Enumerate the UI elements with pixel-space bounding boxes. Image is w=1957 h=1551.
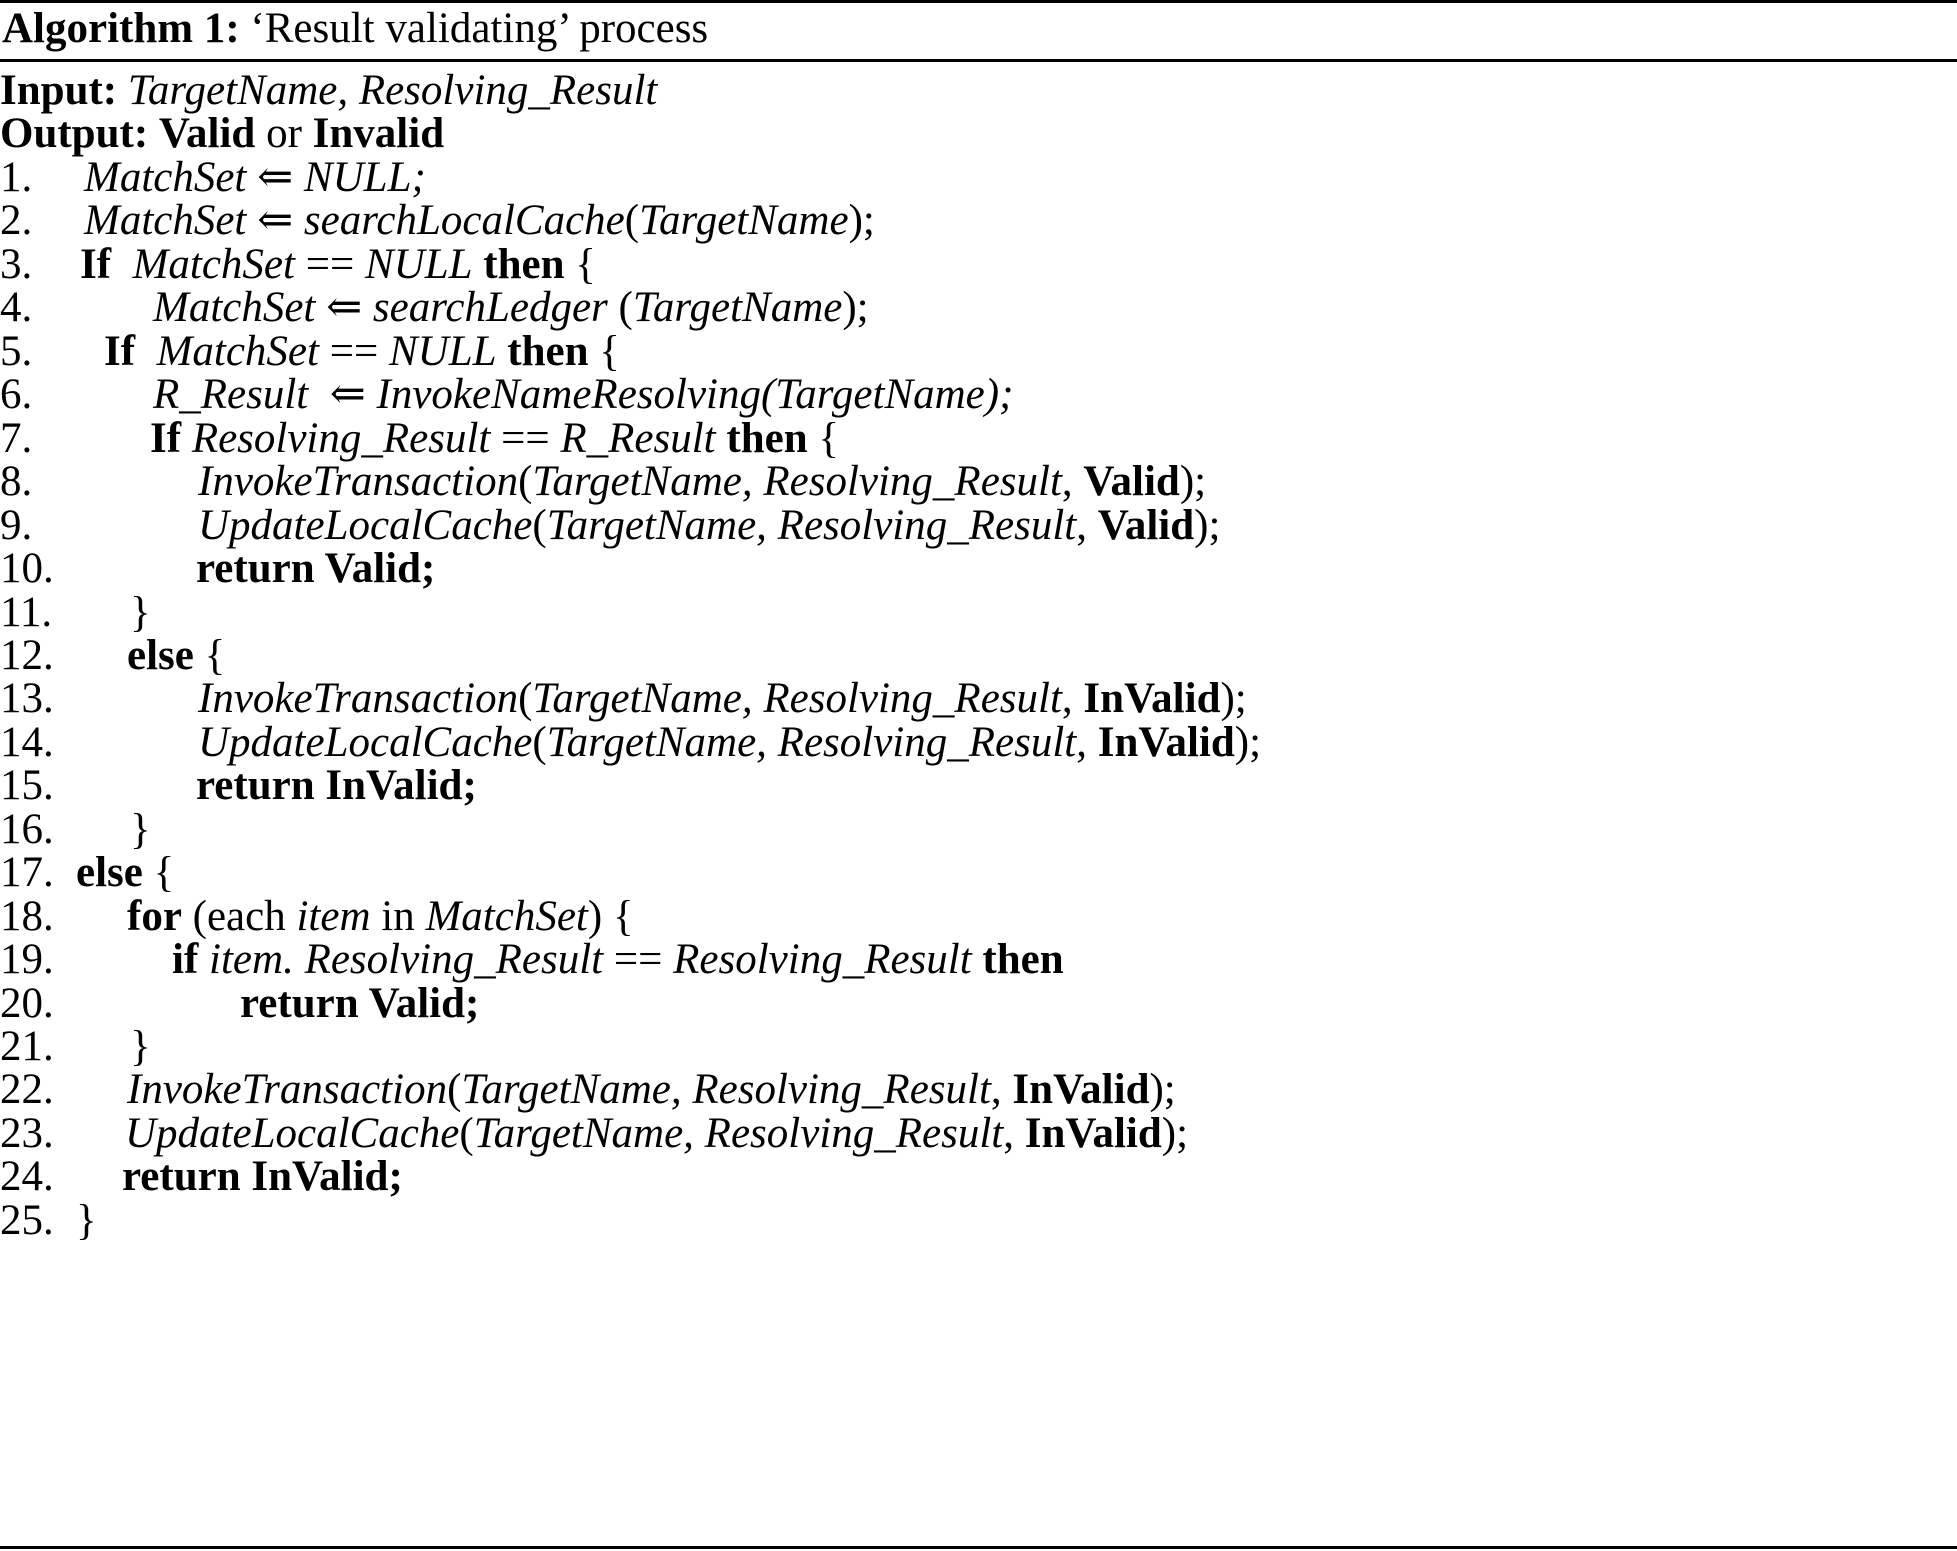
code-token: (: [532, 501, 547, 549]
bottom-rule: [0, 1546, 1957, 1549]
code-token: InValid: [1024, 1109, 1162, 1157]
code-token: then: [982, 936, 1064, 984]
code-token: NULL: [364, 240, 473, 288]
code-token: if: [172, 936, 199, 984]
code-token: (: [518, 458, 533, 506]
code-token: InValid: [1097, 718, 1235, 766]
code-token: InvokeNameResolving(TargetName);: [376, 371, 1014, 419]
code-token: {: [807, 414, 839, 462]
code-token: TargetName, Resolving_Result: [546, 718, 1077, 766]
code-token: NULL: [388, 327, 497, 375]
line-code: [76, 1196, 97, 1246]
code-token: (: [518, 675, 533, 723]
output-line: [0, 109, 444, 159]
code-token: {: [588, 327, 620, 375]
code-token: R_Result: [560, 414, 716, 462]
code-token: );: [848, 197, 875, 245]
code-token: InvokeTransaction: [127, 1066, 448, 1114]
code-token: in: [370, 892, 426, 940]
code-token: InvokeTransaction: [198, 458, 519, 506]
line-number: 4.: [0, 284, 33, 332]
algorithm-label: Algorithm 1:: [2, 5, 240, 52]
code-token: UpdateLocalCache: [198, 501, 533, 549]
algorithm-header: [2, 4, 708, 54]
line-number: 8.: [0, 458, 33, 506]
line-code: [196, 544, 435, 594]
code-token: ,: [990, 1066, 1013, 1114]
code-token: If: [104, 327, 136, 375]
line-code: [240, 979, 479, 1029]
code-token: searchLocalCache: [303, 197, 625, 245]
line-number: 20.: [0, 979, 54, 1027]
code-token: [135, 328, 157, 375]
code-token: TargetName: [639, 197, 849, 245]
code-token: searchLedger: [372, 284, 608, 332]
code-token: ==: [603, 936, 674, 984]
code-token: UpdateLocalCache: [125, 1109, 460, 1157]
code-token: UpdateLocalCache: [198, 718, 533, 766]
code-token: (: [607, 284, 633, 332]
code-token: (: [532, 718, 547, 766]
line-number: 2.: [0, 197, 33, 245]
code-token: item. Resolving_Result: [209, 936, 604, 984]
line-number: 3.: [0, 240, 33, 288]
code-token: MatchSet: [153, 284, 316, 332]
output-invalid: Invalid: [312, 110, 445, 157]
line-number: 18.: [0, 892, 54, 940]
code-token: );: [1179, 458, 1207, 506]
code-token: return InValid;: [196, 762, 477, 810]
code-token: ,: [1061, 458, 1084, 506]
code-token: ,: [1076, 501, 1098, 549]
code-token: return Valid;: [240, 979, 480, 1027]
code-token: R_Result: [153, 371, 309, 419]
header-rule: [0, 59, 1957, 62]
code-token: ,: [1061, 675, 1084, 723]
line-number: 19.: [0, 936, 54, 984]
code-token: (: [624, 197, 640, 245]
output-label: Output:: [0, 110, 149, 157]
code-token: }: [76, 1196, 97, 1244]
line-number: 11.: [0, 588, 53, 636]
line-number: 9.: [0, 501, 33, 549]
code-token: Valid: [1097, 501, 1195, 549]
line-number: 1.: [0, 154, 33, 201]
code-token: [716, 415, 727, 462]
line-number: 6.: [0, 371, 33, 419]
code-token: ) {: [587, 892, 634, 940]
code-token: else: [127, 631, 194, 679]
output-valid: Valid: [158, 110, 256, 157]
code-token: then: [726, 414, 808, 462]
code-token: ,: [1076, 718, 1098, 766]
code-token: );: [1149, 1066, 1176, 1114]
line-code: [196, 761, 477, 811]
code-token: [181, 415, 192, 462]
code-token: item: [296, 892, 371, 940]
line-number: 21.: [0, 1023, 54, 1070]
code-token: (: [447, 1066, 462, 1114]
input-vars: TargetName, Resolving_Result: [127, 67, 658, 114]
code-token: ==: [318, 327, 389, 375]
line-number: 16.: [0, 805, 54, 853]
code-token: [198, 936, 209, 983]
code-token: ⇐: [246, 197, 304, 245]
code-token: );: [1194, 501, 1221, 549]
line-number: 12.: [0, 631, 54, 679]
code-token: );: [1234, 718, 1262, 766]
code-token: TargetName, Resolving_Result: [532, 458, 1062, 506]
code-token: [497, 328, 508, 375]
code-token: {: [193, 631, 226, 679]
code-token: MatchSet: [84, 154, 247, 201]
code-token: MatchSet: [156, 327, 319, 375]
code-token: MatchSet: [132, 240, 295, 288]
code-token: {: [564, 240, 596, 288]
code-token: ⇐: [308, 371, 377, 419]
algorithm-title: ‘Result validating’ process: [250, 5, 709, 52]
code-token: TargetName, Resolving_Result: [532, 675, 1062, 723]
code-token: TargetName, Resolving_Result: [473, 1109, 1004, 1157]
code-token: ,: [1003, 1109, 1025, 1157]
code-token: ==: [490, 414, 561, 462]
code-token: for: [127, 892, 182, 940]
code-token: then: [483, 240, 565, 288]
code-token: (: [459, 1109, 474, 1157]
code-token: TargetName, Resolving_Result: [546, 501, 1077, 549]
code-token: Resolving_Result: [191, 414, 491, 462]
line-number: 25.: [0, 1196, 54, 1244]
line-number: 15.: [0, 762, 54, 810]
code-token: Valid: [1083, 458, 1180, 506]
code-token: );: [842, 284, 869, 332]
line-number: 24.: [0, 1153, 54, 1201]
code-token: InValid: [1083, 675, 1221, 723]
line-number: 13.: [0, 675, 54, 723]
code-token: }: [130, 805, 151, 853]
code-token: return Valid;: [196, 545, 436, 593]
output-or: or: [266, 110, 302, 157]
code-token: ==: [294, 240, 365, 288]
code-token: TargetName, Resolving_Result: [461, 1066, 991, 1114]
code-token: }: [130, 1023, 151, 1070]
code-token: If: [80, 240, 112, 288]
code-token: return InValid;: [122, 1153, 403, 1201]
line-code: [122, 1152, 403, 1202]
code-token: );: [1220, 675, 1247, 723]
top-rule: [0, 0, 1957, 3]
line-number: 14.: [0, 718, 54, 766]
code-token: [111, 241, 133, 288]
code-token: [972, 936, 983, 983]
code-token: MatchSet: [425, 892, 588, 940]
code-token: );: [1161, 1109, 1189, 1157]
code-token: else: [76, 849, 143, 897]
code-token: NULL;: [303, 154, 426, 201]
code-token: ⇐: [315, 284, 373, 332]
code-token: then: [507, 327, 589, 375]
code-token: }: [130, 588, 151, 636]
line-number: 7.: [0, 414, 33, 462]
code-token: InValid: [1012, 1066, 1150, 1114]
code-token: If: [150, 414, 182, 462]
code-token: InvokeTransaction: [198, 675, 519, 723]
code-token: ⇐: [246, 154, 304, 201]
input-label: Input:: [0, 67, 118, 114]
line-number: 10.: [0, 545, 54, 593]
code-token: MatchSet: [84, 197, 247, 245]
line-number: 22.: [0, 1066, 54, 1114]
code-token: Resolving_Result: [673, 936, 972, 984]
code-token: TargetName: [632, 284, 843, 332]
line-number: 17.: [0, 849, 54, 897]
code-token: (each: [181, 892, 297, 940]
line-number: 23.: [0, 1109, 54, 1157]
code-token: {: [142, 849, 175, 897]
code-token: [473, 241, 484, 288]
line-number: 5.: [0, 327, 33, 375]
